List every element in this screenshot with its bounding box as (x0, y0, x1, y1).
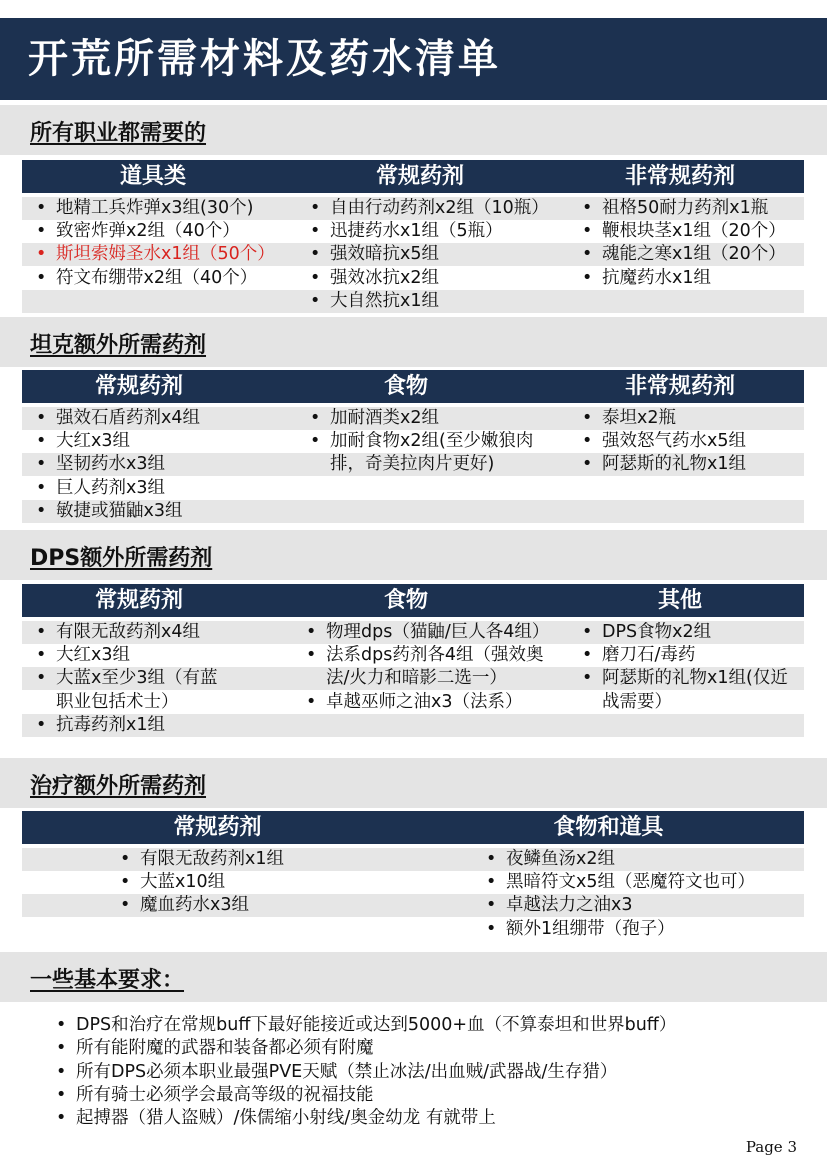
list-item: • 强效怒气药水x5组 (576, 430, 746, 453)
list-item: • 祖格50耐力药剂x1瓶 (576, 197, 786, 220)
col-header: 其他 (657, 588, 702, 613)
table-all-header (22, 160, 804, 193)
column-food (304, 407, 533, 477)
list-item: • 大红x3组 (30, 644, 218, 667)
list-item: • 起搏器（猎人盗贼）/侏儒缩小射线/奥金幼龙 有就带上 (48, 1107, 676, 1130)
list-item (300, 644, 549, 690)
list-item: • 泰坦x2瓶 (576, 407, 746, 430)
list-item: • 额外1组绷带（孢子） (480, 918, 755, 941)
section-heading-dps (0, 530, 827, 580)
list-item-line: 法/火力和暗影二选一） (326, 668, 507, 689)
section-heading-all-text: 所有职业都需要的 (30, 121, 207, 146)
column-regular-potions (30, 621, 218, 737)
list-item-line: 战需要） (602, 691, 672, 712)
list-item-line: 排，奇美拉肉片更好) (330, 454, 495, 475)
list-item: • 魔血药水x3组 (114, 894, 284, 917)
list-item: • 夜鳞鱼汤x2组 (480, 848, 755, 871)
section-heading-all (0, 105, 827, 155)
column-regular-potions (30, 407, 200, 523)
section-heading-tank-text: 坦克额外所需药剂 (30, 333, 207, 358)
list-item: • 强效冰抗x2组 (304, 267, 549, 290)
list-item (30, 667, 218, 713)
list-item: • 卓越巫师之油x3（法系） (300, 691, 549, 714)
col-header: 常规药剂 (94, 374, 183, 399)
list-item: • 致密炸弹x2组（40个） (30, 220, 275, 243)
list-item: • DPS和治疗在常规buff下最好能接近或达到5000+血（不算泰坦和世界buff） (48, 1014, 676, 1037)
col-header: 常规药剂 (94, 588, 183, 613)
basic-requirements-list (48, 1014, 676, 1130)
list-item: • 迅捷药水x1组（5瓶） (304, 220, 549, 243)
page-title: 开荒所需材料及药水清单 (0, 18, 827, 100)
list-item: • 大蓝x10组 (114, 871, 284, 894)
column-special-potions (576, 197, 786, 290)
column-food (300, 621, 549, 714)
list-item-line: 职业包括术士） (56, 691, 179, 712)
list-item: • 大自然抗x1组 (304, 290, 549, 313)
table-dps-header (22, 584, 804, 617)
column-tools (30, 197, 275, 290)
table-heal (22, 811, 804, 939)
page-number: Page 3 (745, 1138, 797, 1156)
col-header: 常规药剂 (173, 815, 262, 840)
list-item: • 地精工兵炸弹x3组(30个) (30, 197, 275, 220)
column-food-and-items (480, 848, 755, 941)
list-item: • 大红x3组 (30, 430, 200, 453)
table-dps (22, 584, 804, 736)
list-item: • 巨人药剂x3组 (30, 477, 200, 500)
list-item: • 魂能之寒x1组（20个） (576, 243, 786, 266)
list-item: • 自由行动药剂x2组（10瓶） (304, 197, 549, 220)
list-item-highlight: • 斯坦索姆圣水x1组（50个） (30, 243, 275, 266)
list-item: • 强效暗抗x5组 (304, 243, 549, 266)
section-heading-heal (0, 758, 827, 808)
col-header: 道具类 (119, 164, 186, 189)
col-header: 食物 (383, 374, 428, 399)
section-heading-basic-text: 一些基本要求： (30, 968, 185, 993)
list-item: • 敏捷或猫鼬x3组 (30, 500, 200, 523)
list-item: • 所有骑士必须学会最高等级的祝福技能 (48, 1084, 676, 1107)
list-item: • 所有DPS必须本职业最强PVE天赋（禁止冰法/出血贼/武器战/生存猎） (48, 1061, 676, 1084)
list-item-line: • 加耐食物x2组(至少嫩狼肉 (330, 431, 534, 452)
col-header: 非常规药剂 (624, 164, 735, 189)
col-header: 常规药剂 (375, 164, 464, 189)
table-heal-header (22, 811, 804, 844)
table-all (22, 160, 804, 310)
section-heading-basic (0, 952, 827, 1002)
table-tank (22, 370, 804, 522)
list-item-line: • 大蓝x至少3组（有蓝 (56, 668, 218, 689)
column-regular-potions (304, 197, 549, 313)
list-item (304, 430, 533, 476)
col-header: 食物和道具 (553, 815, 664, 840)
section-heading-dps-text: DPS额外所需药剂 (30, 546, 213, 571)
section-heading-heal-text: 治疗额外所需药剂 (30, 774, 207, 799)
section-heading-tank (0, 317, 827, 367)
list-item: • 阿瑟斯的礼物x1组 (576, 453, 746, 476)
column-special-potions (576, 407, 746, 477)
list-item: • 物理dps（猫鼬/巨人各4组） (300, 621, 549, 644)
list-item (576, 667, 788, 713)
column-other (576, 621, 788, 714)
list-item: • 抗毒药剂x1组 (30, 714, 218, 737)
column-regular-potions (114, 848, 284, 918)
col-header: 食物 (383, 588, 428, 613)
list-item-line: • 阿瑟斯的礼物x1组(仅近 (602, 668, 788, 689)
list-item: • 坚韧药水x3组 (30, 453, 200, 476)
list-item: • 符文布绷带x2组（40个） (30, 267, 275, 290)
list-item: • 有限无敌药剂x4组 (30, 621, 218, 644)
col-header: 非常规药剂 (624, 374, 735, 399)
list-item: • 抗魔药水x1组 (576, 267, 786, 290)
list-item: • 磨刀石/毒药 (576, 644, 788, 667)
list-item: • 所有能附魔的武器和装备都必须有附魔 (48, 1037, 676, 1060)
list-item: • 强效石盾药剂x4组 (30, 407, 200, 430)
list-item: • 加耐酒类x2组 (304, 407, 533, 430)
list-item: • 卓越法力之油x3 (480, 894, 755, 917)
list-item: • DPS食物x2组 (576, 621, 788, 644)
list-item: • 有限无敌药剂x1组 (114, 848, 284, 871)
list-item-line: • 法系dps药剂各4组（强效奥 (326, 645, 544, 666)
list-item: • 鞭根块茎x1组（20个） (576, 220, 786, 243)
table-tank-header (22, 370, 804, 403)
list-item: • 黑暗符文x5组（恶魔符文也可） (480, 871, 755, 894)
